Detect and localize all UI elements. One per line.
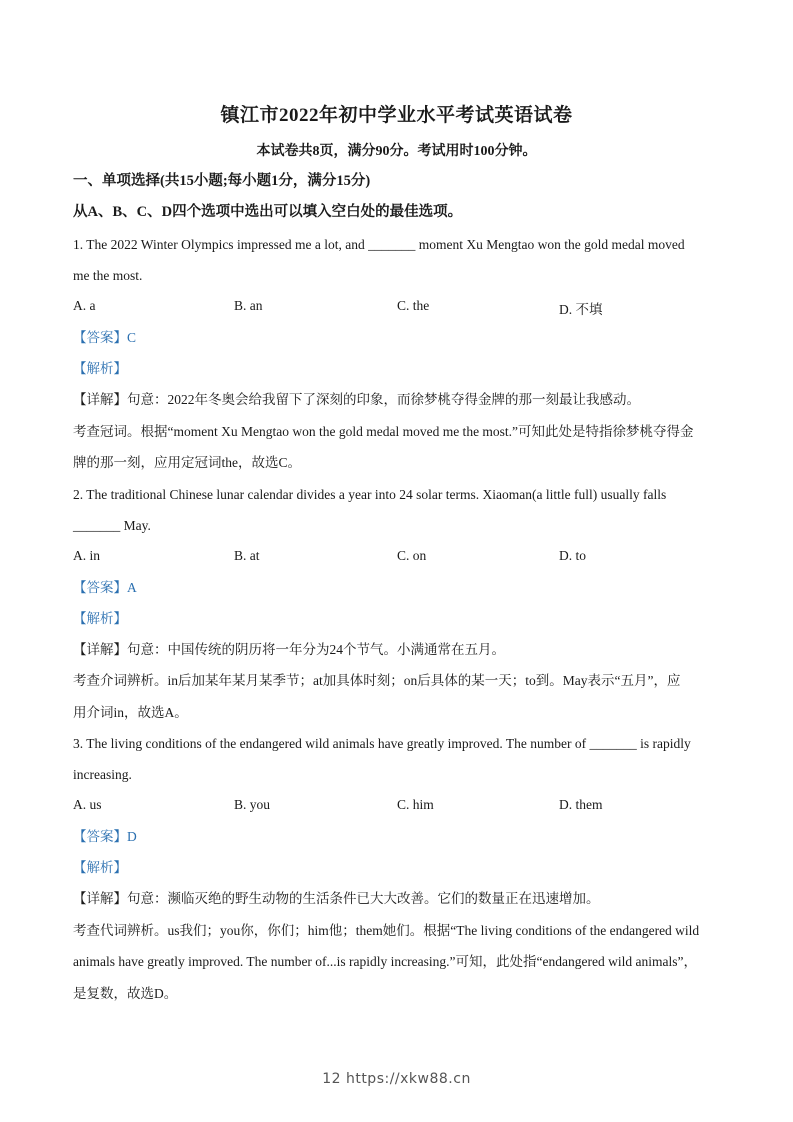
question-3-explanation-line-3: 是复数，故选D。: [73, 986, 178, 1001]
question-1-option-d: D. 不填: [559, 302, 603, 317]
question-3-explanation-line-2: animals have greatly improved. The number of...is rapidly increasing.”可知，此处指“endangered wild animals”，: [73, 954, 697, 969]
page-subtitle: 本试卷共8页，满分90分。考试用时100分钟。: [256, 144, 537, 159]
question-2-option-a: A. in: [73, 548, 100, 563]
question-3-detail: 【详解】句意：濒临灭绝的野生动物的生活条件已大大改善。它们的数量正在迅速增加。: [73, 891, 600, 906]
question-2-detail: 【详解】句意：中国传统的阴历将一年分为24个节气。小满通常在五月。: [73, 642, 505, 657]
question-2-explanation-line-2: 用介词in，故选A。: [73, 705, 188, 720]
section-instruction: 从A、B、C、D四个选项中选出可以填入空白处的最佳选项。: [73, 204, 463, 220]
question-2-option-c: C. on: [397, 548, 427, 563]
question-1-explanation-line-2: 牌的那一刻，应用定冠词the，故选C。: [73, 455, 301, 470]
question-3-stem-line-2: increasing.: [73, 767, 132, 782]
question-2-option-d: D. to: [559, 548, 586, 563]
question-1-stem-line-1: 1. The 2022 Winter Olympics impressed me a lot, and _______ moment Xu Mengtao won the gold medal moved: [73, 237, 685, 252]
page-title: 镇江市2022年初中学业水平考试英语试卷: [220, 105, 573, 126]
question-2-option-b: B. at: [234, 548, 260, 563]
question-1-explanation-line-1: 考查冠词。根据“moment Xu Mengtao won the gold medal moved me the most.”可知此处是特指徐梦桃夺得金: [73, 424, 694, 439]
question-1-detail: 【详解】句意：2022年冬奥会给我留下了深刻的印象，而徐梦桃夺得金牌的那一刻最让我感动。: [73, 392, 640, 407]
question-3-option-b: B. you: [234, 797, 271, 812]
question-3-answer: 【答案】D: [73, 829, 137, 844]
question-3-option-d: D. them: [559, 797, 603, 812]
question-3-option-a: A. us: [73, 797, 102, 812]
question-3-option-c: C. him: [397, 797, 434, 812]
question-1-stem-line-2: me the most.: [73, 268, 143, 283]
question-1-option-c: C. the: [397, 298, 430, 313]
question-2-answer: 【答案】A: [73, 580, 137, 595]
page-footer: 12 https://xkw88.cn: [322, 1071, 471, 1087]
question-1-option-b: B. an: [234, 298, 263, 313]
question-1-answer: 【答案】C: [73, 330, 137, 345]
question-3-stem-line-1: 3. The living conditions of the endangered wild animals have greatly improved. The number of _______ is rapidly: [73, 736, 691, 751]
question-1-option-a: A. a: [73, 298, 96, 313]
question-2-stem-line-1: 2. The traditional Chinese lunar calendar divides a year into 24 solar terms. Xiaoman(a little full) usually falls: [73, 487, 667, 502]
question-2-analysis-label: 【解析】: [73, 611, 127, 626]
question-2-explanation-line-1: 考查介词辨析。in后加某年某月某季节；at加具体时刻；on后具体的某一天；to到。May表示“五月”，应: [73, 673, 681, 688]
section-heading: 一、单项选择(共15小题;每小题1分，满分15分): [73, 173, 371, 189]
question-2-stem-line-2: _______ May.: [73, 518, 151, 533]
question-1-analysis-label: 【解析】: [73, 361, 127, 376]
question-3-explanation-line-1: 考查代词辨析。us我们；you你，你们；him他；them她们。根据“The living conditions of the endangered wild: [73, 923, 700, 938]
question-3-analysis-label: 【解析】: [73, 860, 127, 875]
